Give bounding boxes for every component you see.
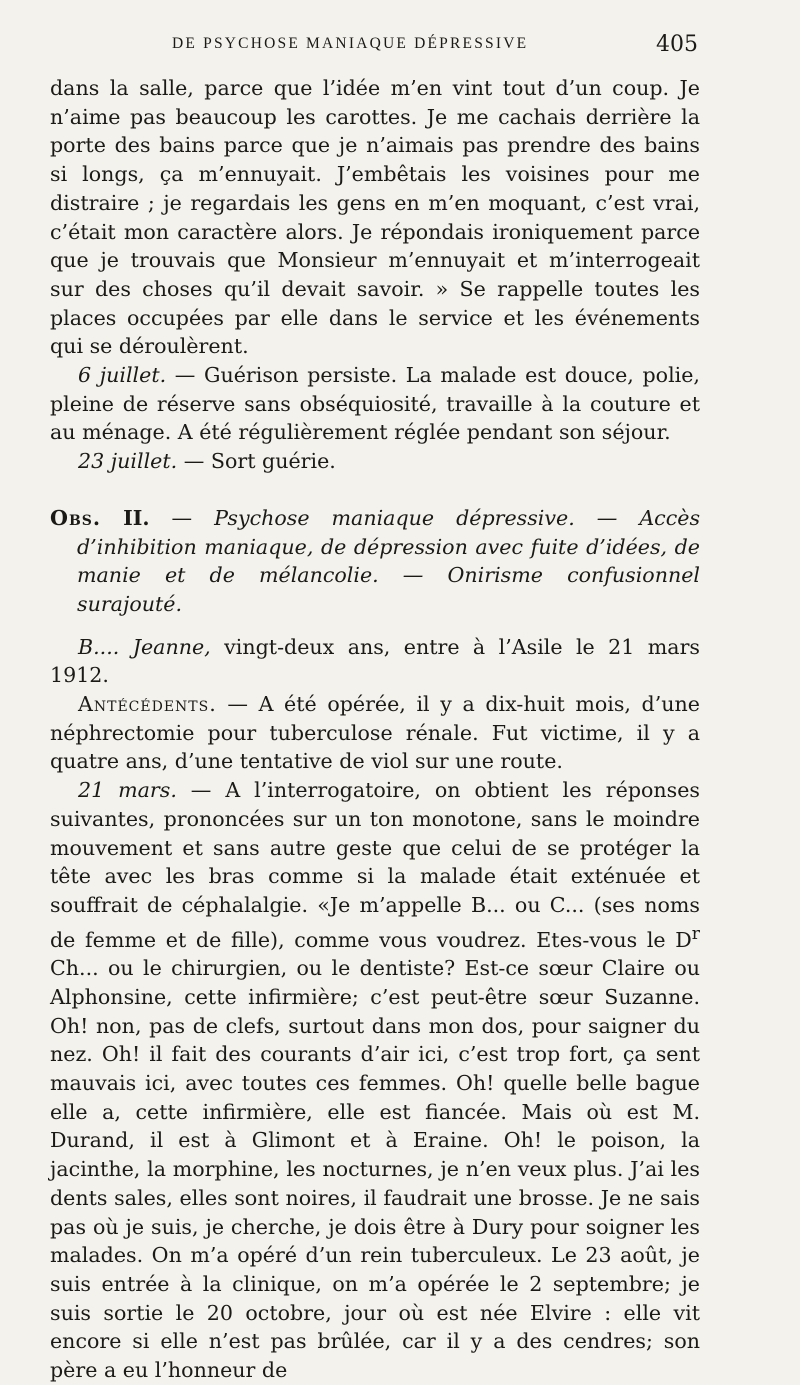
- paragraph-text: — Guérison persiste. La malade est douce, polie, pleine de réserve sans obséquiosité, travaille à la couture et au ménage. A été régulièrement réglée pendant son séjour.: [50, 363, 700, 445]
- page-header: [0, 32, 800, 65]
- date-label: 6 juillet.: [78, 363, 167, 388]
- paragraph-march-21: [50, 776, 700, 1385]
- paragraph-continuation: dans la salle, parce que l’idée m’en vint tout d’un coup. Je n’aime pas beaucoup les carottes. Je me cachais derrière la porte des bains parce que je n’aimais pas prendre des bains si longs, ça m’ennuyait. J’embêtais les voisines pour me distraire ; je regardais les gens en m’en moquant, c’est vrai, c’était mon caractère alors. Je répondais ironiquement parce que je trouvais que Monsieur m’ennuyait et m’interrogeait sur des choses qu’il devait savoir. » Se rappelle toutes les places occupées par elle dans le service et les événements qui se déroulèrent.: [50, 76, 700, 359]
- paragraph-july-6: [50, 361, 700, 447]
- superscript: r: [691, 923, 700, 944]
- paragraph-text: vingt-deux ans, entre à l’Asile le 21 mars 1912.: [50, 634, 700, 688]
- date-label: 23 juillet.: [78, 449, 178, 474]
- section-gap: [50, 619, 700, 633]
- paragraph-text: — A l’interrogatoire, on obtient les réponses suivantes, prononcées sur un ton monotone, sans le moindre mouvement et sans autre geste que celui de se protéger la tête avec les bras comme si la malade était exténuée et souffrait de céphalalgie. «Je m’appelle B... ou C... (ses noms de femme et de fille), comme vous voudrez. Etes-vous le D: [50, 778, 700, 952]
- obs-dash: —: [149, 505, 215, 530]
- paragraph-patient-entry: [50, 633, 700, 690]
- section-label: Antécédents.: [78, 692, 217, 717]
- obs-title: Psychose maniaque dépressive. — Accès d’inhibition maniaque, de dépression avec fuite d’idées, de manie et de mélancolie. — Onirisme confusionnel surajouté.: [77, 505, 701, 616]
- paragraph-text: Ch... ou le chirurgien, ou le dentiste? Est-ce sœur Claire ou Alphonsine, cette infirmière; c’est peut-être sœur Suzanne. Oh! non, pas de clefs, surtout dans mon dos, pour saigner du nez. Oh! il fait des courants d’air ici, c’est trop fort, ça sent mauvais ici, avec toutes ces femmes. Oh! quelle belle bague elle a, cette infirmière, elle est fiancée. Mais où est M. Durand, il est à Glimont et à Eraine. Oh! le poison, la jacinthe, la morphine, les nocturnes, je n’en veux plus. J’ai les dents sales, elles sont noires, il faudrait une brosse. Je ne sais pas où je suis, je cherche, je dois être à Dury pour soigner les malades. On m’a opéré d’un rein tuberculeux. Le 23 août, je suis entrée à la clinique, on m’a opérée le 2 septembre; je suis sortie le 20 octobre, jour où est née Elvire : elle vit encore si elle n’est pas brûlée, car il y a des cendres; son père a eu l’honneur de: [50, 956, 700, 1383]
- patient-name: B.... Jeanne,: [78, 634, 211, 659]
- observation-heading: [50, 504, 700, 619]
- page-number: 405: [656, 32, 698, 57]
- paragraph-antecedents: [50, 690, 700, 776]
- paragraph-july-23: [50, 447, 700, 476]
- date-label: 21 mars.: [78, 778, 177, 803]
- obs-label: Obs.: [50, 505, 102, 530]
- paragraph-text: — A été opérée, il y a dix-huit mois, d’une néphrectomie pour tuberculose rénale. Fut victime, il y a quatre ans, d’une tentative de viol sur une route.: [50, 692, 700, 774]
- running-title: DE PSYCHOSE MANIAQUE DÉPRESSIVE: [172, 35, 529, 52]
- paragraph-text: — Sort guérie.: [177, 449, 336, 474]
- body-text: [50, 74, 700, 1385]
- section-gap: [50, 476, 700, 504]
- obs-number: II.: [123, 505, 150, 530]
